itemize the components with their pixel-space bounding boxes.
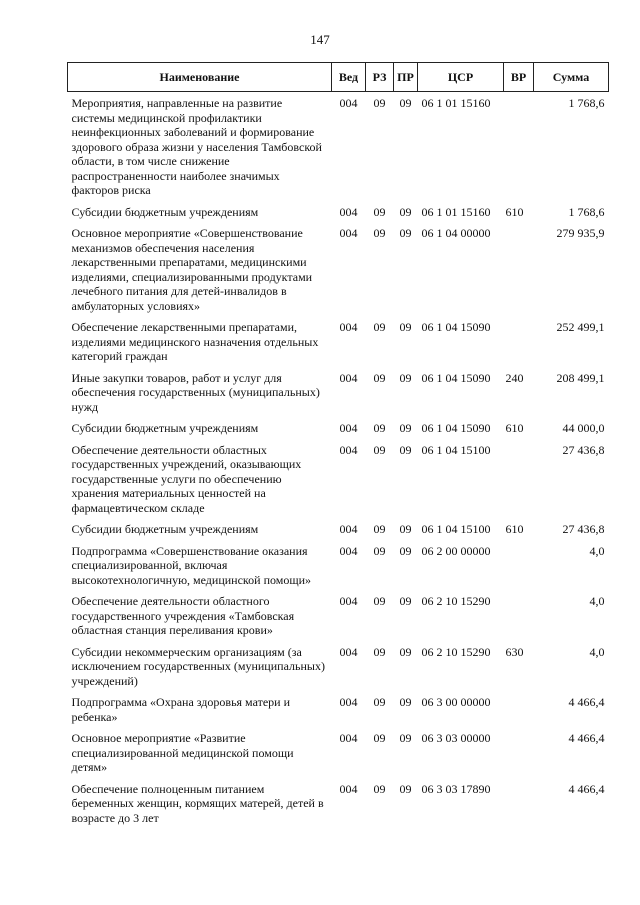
row-name: Субсидии бюджетным учреждениям — [71, 421, 259, 435]
row-csr: 06 1 04 15100 — [421, 442, 491, 457]
row-vr — [504, 92, 534, 201]
row-pr: 09 — [399, 370, 412, 385]
row-ved: 004 — [339, 731, 358, 745]
row-csr: 06 1 04 15100 — [421, 522, 491, 536]
row-pr: 09 — [399, 644, 412, 659]
row-csr: 06 1 01 15160 — [421, 96, 491, 110]
header-rz: РЗ — [366, 63, 394, 92]
row-name: Обеспечение деятельности областных государственных учреждений, оказывающих государственные услуги по обеспечению хранения материальных ценностей на фармацевтическом складе — [71, 442, 302, 515]
row-rz: 09 — [373, 370, 386, 385]
table-row — [68, 518, 609, 540]
row-rz: 09 — [373, 594, 386, 608]
table-row — [68, 92, 609, 201]
row-sum: 27 436,8 — [562, 442, 605, 457]
row-sum: 4,0 — [589, 644, 605, 659]
row-name: Подпрограмма «Совершенствование оказания специализированной, включая высокотехнологичную, медицинской помощи» — [71, 543, 312, 587]
row-ved: 004 — [339, 204, 358, 219]
row-vr — [504, 691, 534, 727]
row-rz: 09 — [373, 695, 386, 709]
row-vr — [504, 778, 534, 829]
row-sum: 4 466,4 — [568, 731, 605, 745]
row-vr — [504, 540, 534, 591]
row-ved: 004 — [339, 781, 358, 796]
row-ved: 004 — [339, 421, 358, 435]
row-name: Иные закупки товаров, работ и услуг для обеспечения государственных (муниципальных) нужд — [71, 370, 320, 414]
header-csr: ЦСР — [418, 63, 504, 92]
row-rz: 09 — [373, 96, 386, 110]
table-row — [68, 316, 609, 367]
row-pr: 09 — [399, 320, 412, 334]
row-vr: 240 — [505, 370, 524, 385]
row-csr: 06 1 04 15090 — [421, 370, 491, 385]
row-name: Обеспечение полноценным питанием беременных женщин, кормящих матерей, детей в возрасте до 3 лет — [71, 781, 324, 825]
row-pr: 09 — [399, 204, 412, 219]
row-vr — [504, 222, 534, 316]
header-sum: Сумма — [534, 63, 609, 92]
row-ved: 004 — [339, 594, 358, 608]
row-rz: 09 — [373, 442, 386, 457]
row-vr: 630 — [505, 644, 524, 659]
row-name: Основное мероприятие «Развитие специализированной медицинской помощи детям» — [71, 731, 294, 774]
row-ved: 004 — [339, 320, 358, 334]
header-pr: ПР — [394, 63, 418, 92]
row-pr: 09 — [399, 543, 412, 558]
row-csr: 06 1 04 15090 — [421, 320, 491, 334]
row-sum: 44 000,0 — [562, 421, 605, 435]
row-vr: 610 — [505, 522, 524, 536]
row-vr — [504, 439, 534, 519]
table-row — [68, 691, 609, 727]
row-ved: 004 — [339, 695, 358, 709]
row-rz: 09 — [373, 320, 386, 334]
row-csr: 06 3 03 00000 — [421, 731, 491, 745]
row-sum: 4,0 — [589, 594, 605, 608]
row-csr: 06 3 00 00000 — [421, 695, 491, 709]
header-name: Наименование — [68, 63, 332, 92]
table-row — [68, 727, 609, 778]
row-name: Подпрограмма «Охрана здоровья матери и ребенка» — [71, 695, 290, 724]
row-csr: 06 1 04 15090 — [421, 421, 491, 435]
row-vr: 610 — [505, 204, 524, 219]
page-number: 147 — [310, 32, 330, 47]
row-pr: 09 — [399, 522, 412, 536]
table-header-row — [68, 63, 609, 92]
row-pr: 09 — [399, 96, 412, 110]
row-pr: 09 — [399, 421, 412, 435]
table-row — [68, 201, 609, 223]
row-rz: 09 — [373, 644, 386, 659]
row-vr — [504, 316, 534, 367]
row-vr — [504, 727, 534, 778]
row-ved: 004 — [339, 96, 358, 110]
row-name: Субсидии некоммерческим организациям (за исключением государственных (муниципальных) учреждений) — [71, 644, 325, 688]
row-rz: 09 — [373, 781, 386, 796]
row-ved: 004 — [339, 226, 358, 240]
row-csr: 06 1 01 15160 — [421, 204, 491, 219]
row-csr: 06 2 10 15290 — [421, 594, 491, 608]
row-sum: 208 499,1 — [556, 370, 605, 385]
row-csr: 06 2 00 00000 — [421, 543, 491, 558]
row-rz: 09 — [373, 731, 386, 745]
row-csr: 06 3 03 17890 — [421, 781, 491, 796]
row-ved: 004 — [339, 370, 358, 385]
row-ved: 004 — [339, 543, 358, 558]
row-name: Субсидии бюджетным учреждениям — [71, 204, 259, 219]
budget-table — [67, 62, 609, 828]
table-row — [68, 641, 609, 692]
row-sum: 252 499,1 — [556, 320, 605, 334]
row-rz: 09 — [373, 204, 386, 219]
row-sum: 4,0 — [589, 543, 605, 558]
table-row — [68, 778, 609, 829]
row-pr: 09 — [399, 594, 412, 608]
table-row — [68, 439, 609, 519]
row-pr: 09 — [399, 781, 412, 796]
table-row — [68, 590, 609, 641]
row-sum: 27 436,8 — [562, 522, 605, 536]
row-name: Обеспечение лекарственными препаратами, изделиями медицинского назначения отдельных категорий граждан — [71, 320, 319, 363]
row-csr: 06 1 04 00000 — [421, 226, 491, 240]
row-name: Мероприятия, направленные на развитие системы медицинской профилактики неинфекционных заболеваний и формирование здорового образа жизни у населения Тамбовской области, в том числе снижение распространенности наиболее значимых факторов риска — [71, 96, 322, 197]
row-sum: 4 466,4 — [568, 695, 605, 709]
row-sum: 1 768,6 — [568, 204, 605, 219]
row-rz: 09 — [373, 226, 386, 240]
row-pr: 09 — [399, 731, 412, 745]
table-row — [68, 540, 609, 591]
header-vr: ВР — [504, 63, 534, 92]
table-row — [68, 367, 609, 418]
header-ved: Вед — [332, 63, 366, 92]
row-sum: 1 768,6 — [568, 96, 605, 110]
row-rz: 09 — [373, 421, 386, 435]
row-vr: 610 — [505, 421, 524, 435]
row-ved: 004 — [339, 644, 358, 659]
row-csr: 06 2 10 15290 — [421, 644, 491, 659]
row-name: Субсидии бюджетным учреждениям — [71, 522, 259, 536]
row-sum: 4 466,4 — [568, 781, 605, 796]
row-rz: 09 — [373, 543, 386, 558]
row-ved: 004 — [339, 522, 358, 536]
row-rz: 09 — [373, 522, 386, 536]
table-row — [68, 417, 609, 439]
row-sum: 279 935,9 — [556, 226, 605, 240]
table-row — [68, 222, 609, 316]
row-ved: 004 — [339, 442, 358, 457]
table-body — [68, 92, 609, 829]
row-pr: 09 — [399, 695, 412, 709]
row-pr: 09 — [399, 226, 412, 240]
row-name: Основное мероприятие «Совершенствование механизмов обеспечения населения лекарственными препаратами, медицинскими изделиями, специализированными продуктами лечебного питания для детей-инвалидов в амбулаторных условиях» — [71, 226, 313, 313]
row-pr: 09 — [399, 442, 412, 457]
row-name: Обеспечение деятельности областного государственного учреждения «Тамбовская областная станция переливания крови» — [71, 594, 295, 637]
row-vr — [504, 590, 534, 641]
